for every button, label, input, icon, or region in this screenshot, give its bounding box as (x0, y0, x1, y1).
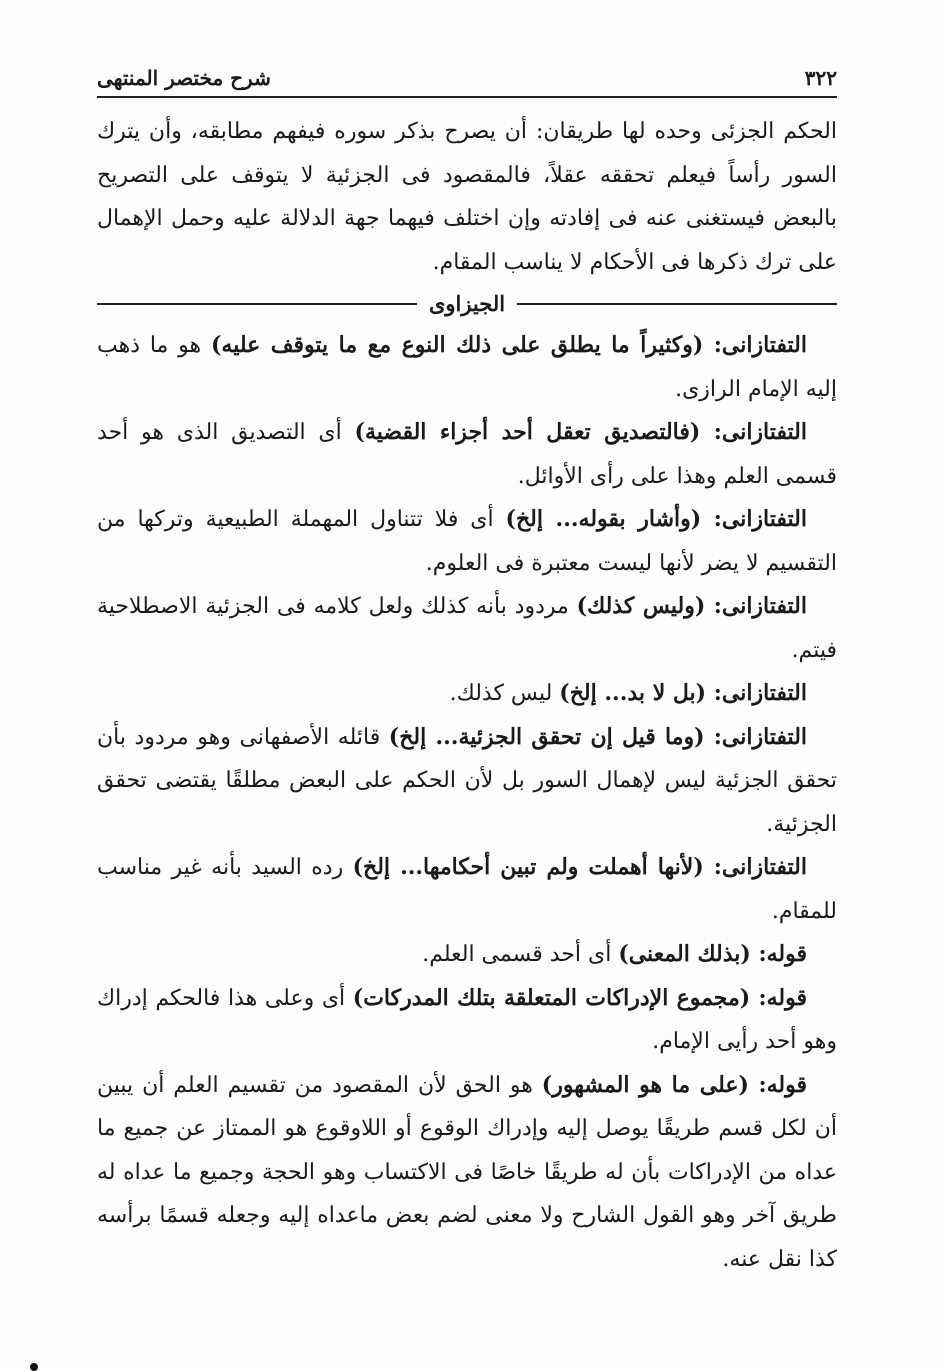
commentary-entry (97, 977, 837, 1064)
entry-text: مردود بأنه كذلك ولعل كلامه فى الجزئية الاصطلاحية فيتم. (97, 594, 837, 663)
entry-lead: التفتازانى: (وليس كذلك) (576, 593, 807, 619)
entry-text: رده السيد بأنه غير مناسب للمقام. (97, 855, 837, 924)
commentary-entry (97, 933, 837, 977)
commentary-entry (97, 1064, 837, 1282)
divider-rule-left (97, 303, 417, 305)
page-body (97, 110, 837, 1281)
entry-lead: التفتازانى: (وأشار بقوله... إلخ) (505, 506, 807, 532)
commentary-entry (97, 585, 837, 672)
entry-text: أى وعلى هذا فالحكم إدراك وهو أحد رأيى الإمام. (97, 985, 837, 1054)
entry-lead: التفتازانى: (لأنها أهملت ولم تبين أحكامها... إلخ) (352, 854, 808, 880)
divider-rule-right (517, 303, 837, 305)
intro-paragraph: الحكم الجزئى وحده لها طريقان: أن يصرح بذكر سوره فيفهم مطابقه، وأن يترك السور رأساً فيعلم تحققه عقلاً، فالمقصود فى الجزئية لا يتوقف على التصريح بالبعض فيستغنى عنه فى إفادته وإن اختلف فيهما جهة الدلالة عليه وحمل الإهمال على ترك ذكرها فى الأحكام لا يناسب المقام. (97, 119, 837, 275)
entry-lead: التفتازانى: (فالتصديق تعقل أحد أجزاء القضية) (354, 419, 807, 445)
commentary-entry (97, 411, 837, 498)
entry-text: أى أحد قسمى العلم. (422, 942, 619, 967)
entry-lead: التفتازانى: (بل لا بد... إلخ) (559, 680, 807, 706)
commentary-entry (97, 324, 837, 411)
entry-text: أى التصديق الذى هو أحد قسمى العلم وهذا على رأى الأوائل. (97, 420, 837, 489)
entry-text: قائله الأصفهانى وهو مردود بأن تحقق الجزئية ليس لإهمال السور بل لأن الحكم على البعض مطلقًا يقتضى تحقق الجزئية. (97, 724, 837, 837)
entry-lead: قوله: (على ما هو المشهور) (541, 1071, 807, 1098)
entry-text: ليس كذلك. (449, 681, 560, 706)
page-header (97, 58, 837, 98)
entry-lead: التفتازانى: (وكثيراً ما يطلق على ذلك النوع مع ما يتوقف عليه) (210, 332, 807, 358)
commentary-entry (97, 672, 837, 716)
entry-lead: قوله: (مجموع الإدراكات المتعلقة بتلك المدركات) (352, 984, 807, 1011)
running-title: شرح مختصر المنتهى (97, 66, 271, 90)
entry-text: أى فلا تتناول المهملة الطبيعية وتركها من التقسيم لا يضر لأنها ليست معتبرة فى العلوم. (97, 507, 837, 576)
commentary-entry (97, 716, 837, 847)
section-heading: الجيزاوى (428, 291, 506, 317)
section-divider (97, 284, 837, 324)
scan-speck (30, 1363, 38, 1371)
entry-lead: التفتازانى: (وما قيل إن تحقق الجزئية... إلخ) (388, 723, 808, 750)
entry-text: هو الحق لأن المقصود من تقسيم العلم أن يبين أن لكل قسم طريقًا يوصل إليه وإدراك الوقوع أو اللاوقوع هو الممتاز عن جميع ما عداه من الإدراكات بأن له طريقًا خاصًا فى الاكتساب وهو الحجة وجميع ما عداه له طريق آخر وهو القول الشارح ولا معنى لضم بعض ماعداه إليه وجعله قسمًا برأسه كذا نقل عنه. (97, 1072, 837, 1272)
commentary-entry (97, 846, 837, 933)
entry-lead: قوله: (بذلك المعنى) (618, 941, 807, 967)
entry-text: هو ما ذهب إليه الإمام الرازى. (97, 333, 837, 402)
page-number: ٣٢٢ (804, 66, 837, 90)
commentary-entry (97, 498, 837, 585)
